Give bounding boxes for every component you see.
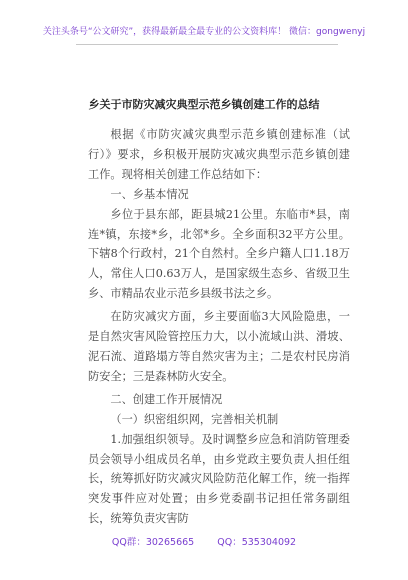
header-divider: [76, 44, 338, 45]
footer-contact: [0, 534, 408, 548]
section-heading-work-progress: 二、创建工作开展情况: [110, 392, 223, 406]
intro-paragraph: 根据《市防灾减灾典型示范乡镇创建标准（试行）》要求，乡积极开展防灾减灾典型示范乡镇创建工作。现将相关创建工作总结如下：: [88, 128, 350, 181]
subsection-heading-organization: （一）织密组织网，完善相关机制: [110, 412, 279, 426]
footer-qq-number: QQ：535304092: [217, 537, 297, 548]
section-heading-basic-info: 一、乡基本情况: [110, 187, 189, 201]
header-promo-note: 关注头条号“公文研究”，获得最新最全最专业的公文资料库！ 微信：gongwenyj: [42, 27, 366, 37]
document-title: 乡关于市防灾减灾典型示范乡镇创建工作的总结: [88, 98, 320, 111]
basic-info-paragraph: 乡位于县东部，距县城21公里。东临市*县，南连*镇，东接*乡，北邻*乡。全乡面积32平方公里。下辖8个行政村，21个自然村。全乡户籍人口1.18万人，常住人口0.63万人，是国家级生态乡、省级卫生乡、市精品农业示范乡县级书法之乡。: [88, 207, 350, 301]
organization-paragraph: 1.加强组织领导。及时调整乡应急和消防管理委员会领导小组成员名单，由乡党政主要负责人担任组长，统筹抓好防灾减灾风险防范化解工作，统一指挥突发事件应对处置；由乡党委副书记担任常务副组长，统筹负责灾害防: [88, 432, 350, 526]
document-body: [88, 125, 350, 529]
risk-paragraph: 在防灾减灾方面，乡主要面临3大风险隐患，一是自然灾害风险管控压力大，以小流域山洪、滑坡、泥石流、道路塌方等自然灾害为主；二是农村民房消防安全；三是森林防火安全。: [88, 310, 350, 383]
footer-qq-group: QQ群：30265665: [111, 537, 195, 548]
